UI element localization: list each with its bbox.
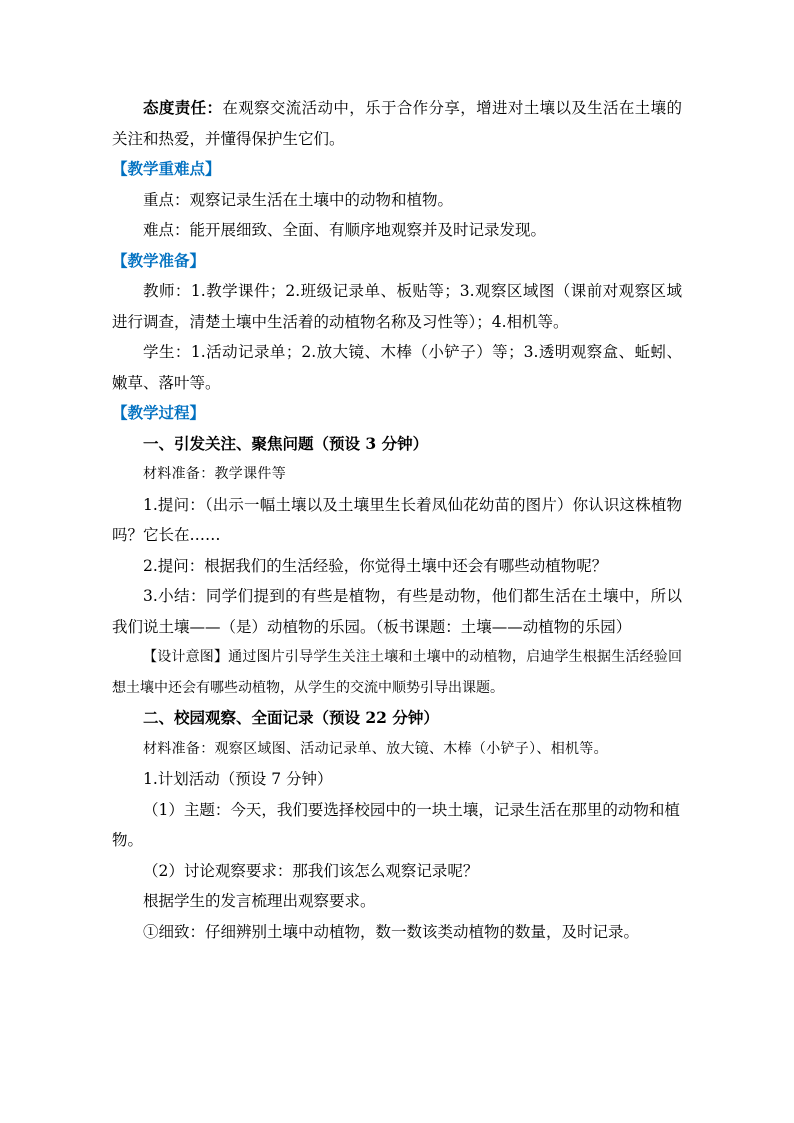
student-prep: 学生：1.活动记录单；2.放大镜、木棒（小铲子）等；3.透明观察盒、蚯蚓、嫩草、落叶等。: [112, 343, 682, 392]
part1-question-2: 2.提问：根据我们的生活经验，你觉得土壤中还会有哪些动植物呢？: [143, 556, 608, 575]
part2-plan: 1.计划活动（预设 7 分钟）: [143, 770, 333, 788]
part1-materials: 材料准备：教学课件等: [143, 466, 286, 482]
part2-title: 二、校园观察、全面记录（预设 22 分钟）: [143, 708, 439, 727]
part1-question-1: 1.提问：（出示一幅土壤以及土壤里生长着凤仙花幼苗的图片）你认识这株植物吗？它长在……: [112, 495, 682, 544]
prep-heading: 【教学准备】: [112, 250, 206, 270]
focus-heading: 【教学重难点】: [112, 159, 221, 178]
teacher-prep: 教师：1.教学课件；2.班级记录单、板贴等；3.观察区域图（课前对观察区域进行调查，清楚土壤中生活着的动植物名称及习性等）；4.相机等。: [112, 282, 682, 331]
attitude-paragraph: [112, 93, 682, 154]
part1-design-intent: 【设计意图】通过图片引导学生关注土壤和土壤中的动植物，启迪学生根据生活经验回想土壤中还会有哪些动植物，从学生的交流中顺势引导出课题。: [112, 649, 682, 696]
page-content: [112, 93, 682, 947]
part1-title: 一、引发关注、聚焦问题（预设 3 分钟）: [143, 433, 429, 453]
part2-step-1: （1）主题：今天，我们要选择校园中的一块土壤，记录生活在那里的动物和植物。: [112, 800, 680, 849]
part1-summary: 3.小结：同学们提到的有些是植物，有些是动物，他们都生活在土壤中，所以我们说土壤——（是）动植物的乐园。（板书课题：土壤——动植物的乐园）: [112, 587, 682, 636]
process-heading: 【教学过程】: [112, 403, 206, 422]
part2-materials: 材料准备：观察区域图、活动记录单、放大镜、木棒（小铲子）、相机等。: [143, 740, 608, 757]
key-point: 重点：观察记录生活在土壤中的动物和植物。: [143, 190, 454, 209]
part2-step-4: ①细致：仔细辨别土壤中动植物，数一数该类动植物的数量，及时记录。: [143, 922, 640, 941]
part2-step-3: 根据学生的发言梳理出观察要求。: [143, 892, 376, 910]
attitude-label: 态度责任：: [143, 98, 223, 117]
difficulty-point: 难点：能开展细致、全面、有顺序地观察并及时记录发现。: [143, 221, 547, 239]
attitude-text: 在观察交流活动中，乐于合作分享，增进对土壤以及生活在土壤的关注和热爱，并懂得保护生它们。: [112, 99, 682, 148]
part2-step-2: （2）讨论观察要求：那我们该怎么观察记录呢？: [143, 861, 479, 880]
